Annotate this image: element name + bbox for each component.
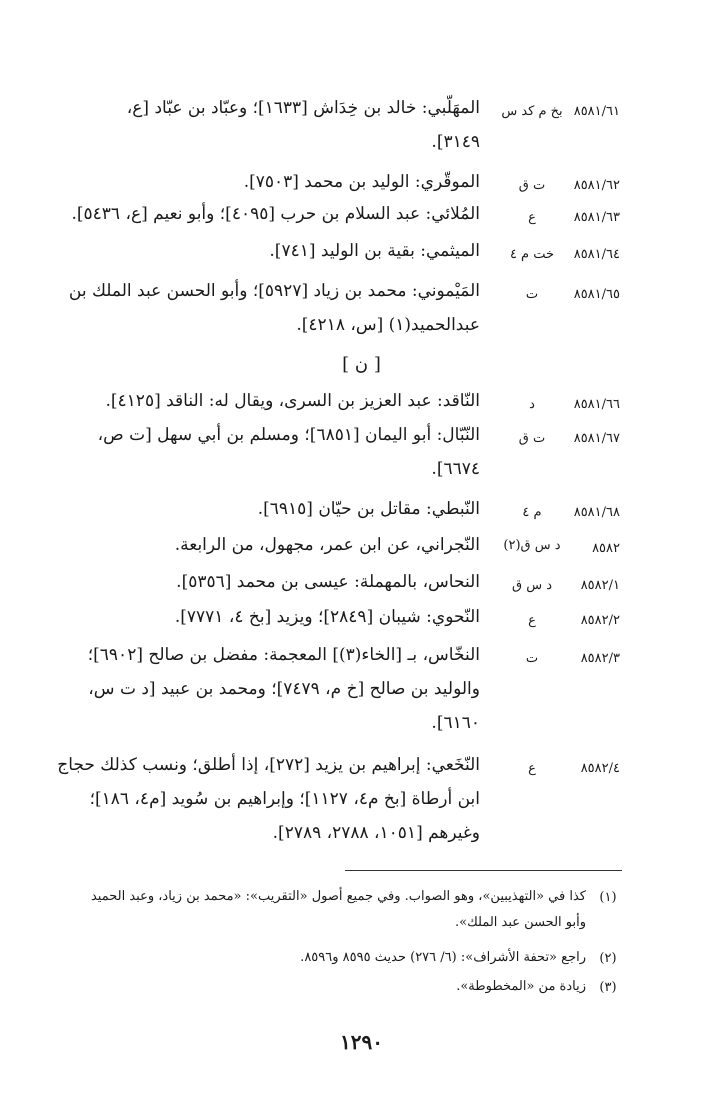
entry-line: ٦٦٧٤].	[431, 459, 480, 479]
entry-text	[100, 565, 480, 599]
entry-number: ٨٥٨٢/١	[580, 578, 620, 593]
entry-number: ٨٥٨٢	[592, 541, 620, 556]
entry-code: ت	[525, 651, 539, 666]
entry-text	[100, 234, 480, 268]
entry-line: ٦١٦٠].	[431, 713, 480, 733]
entry-text	[97, 418, 480, 486]
entry-code: ت	[525, 287, 539, 302]
entry-line: وغيرهم [١٠٥١، ٢٧٨٨، ٢٧٨٩].	[272, 823, 480, 843]
entry-number: ٨٥٨١/٦٨	[573, 505, 620, 520]
entry-code: ع	[528, 761, 536, 776]
entry-code: ع	[528, 613, 536, 628]
footnote-text	[86, 945, 586, 971]
entry-line: النّجراني، عن ابن عمر، مجهول، من الرابعة.	[174, 535, 480, 555]
entry-line: النّخَعي: إبراهيم بن يزيد [٢٧٢]، إذا أطلق؛ ونسب كذلك حجاج	[57, 755, 480, 775]
entry-line: المَيْموني: محمد بن زياد [٥٩٢٧]؛ وأبو الحسن عبد الملك بن	[68, 281, 480, 301]
entry-text	[57, 748, 480, 850]
entry-text	[100, 600, 480, 634]
entry-code: د س ق(٢)	[503, 538, 561, 553]
entry-text	[100, 91, 480, 159]
entry-code: ت ق	[518, 431, 546, 446]
entry-code: د	[529, 397, 535, 412]
entry-text	[71, 197, 480, 231]
entry-code: ت ق	[518, 178, 546, 193]
footnote-number: (٣)	[599, 980, 617, 995]
entry-line: ابن أرطاة [بخ م٤، ١١٢٧]؛ وإبراهيم بن سُويد [م٤، ١٨٦]؛	[89, 789, 480, 809]
entry-code: بخ م كد س	[501, 104, 563, 119]
footnote-text	[86, 974, 586, 1000]
entry-number: ٨٥٨٢/٢	[580, 613, 620, 628]
entry-line: النّبّال: أبو اليمان [٦٨٥١]؛ ومسلم بن أبي سهل [ت ص،	[97, 425, 480, 445]
entry-code: ع	[528, 210, 536, 225]
entry-text	[100, 384, 480, 418]
entry-number: ٨٥٨١/٦٦	[573, 397, 620, 412]
entry-code: د س ق	[511, 578, 552, 593]
entry-code: خت م ٤	[509, 247, 555, 262]
entry-line: والوليد بن صالح [خ م، ٧٤٧٩]؛ ومحمد بن عبيد [د ت س،	[88, 679, 480, 699]
entry-line: النخّاس، بـ [الخاء(٣)] المعجمة: مفضل بن صالح [٦٩٠٢]؛	[87, 645, 480, 665]
entry-text	[100, 528, 480, 562]
entry-number: ٨٥٨٢/٣	[580, 651, 620, 666]
entry-number: ٨٥٨٢/٤	[580, 761, 620, 776]
entry-line: المُلائي: عبد السلام بن حرب [٤٠٩٥]؛ وأبو نعيم [ع، ٥٤٣٦].	[71, 204, 480, 224]
entry-number: ٨٥٨١/٦٤	[573, 247, 620, 262]
footnote-text	[86, 884, 586, 936]
entry-text	[100, 165, 480, 199]
entry-text	[87, 638, 480, 740]
entry-line: الميثمي: بقية بن الوليد [٧٤١].	[269, 241, 480, 261]
entry-number: ٨٥٨١/٦٧	[573, 431, 620, 446]
entry-line: عبدالحميد(١) [س، ٤٢١٨].	[296, 315, 480, 335]
entry-code: م ٤	[522, 505, 542, 520]
footnote-line: وأبو الحسن عبد الملك».	[454, 915, 586, 930]
entry-text	[68, 274, 480, 342]
entry-line: النّبطي: مقاتل بن حيّان [٦٩١٥].	[257, 499, 480, 519]
footnote-line: زيادة من «المخطوطة».	[456, 979, 586, 994]
entry-number: ٨٥٨١/٦٣	[573, 210, 620, 225]
entry-line: ٣١٤٩].	[431, 132, 480, 152]
entry-line: النّحوي: شيبان [٢٨٤٩]؛ ويزيد [بخ ٤، ٧٧٧١].	[174, 607, 480, 627]
footnote-number: (٢)	[599, 951, 617, 966]
footnote-line: راجع «تحفة الأشراف»: (٦/ ٢٧٦) حديث ٨٥٩٥ و٨٥٩٦.	[300, 950, 586, 965]
footnote-line: كذا في «التهذيبين»، وهو الصواب. وفي جميع أصول «التقريب»: «محمد بن زياد، وعبد الحميد	[90, 889, 586, 904]
entry-line: النّاقد: عبد العزيز بن السرى، ويقال له: الناقد [٤١٢٥].	[105, 391, 480, 411]
page-number: ١٢٩٠	[340, 1030, 383, 1054]
entry-number: ٨٥٨١/٦٢	[573, 178, 620, 193]
entry-text	[100, 492, 480, 526]
entry-line: الموقّري: الوليد بن محمد [٧٥٠٣].	[243, 172, 480, 192]
footnote-number: (١)	[599, 890, 617, 905]
entry-line: المهَلّبي: خالد بن خِدَاش [١٦٣٣]؛ وعبّاد بن عبّاد [ع،	[126, 98, 480, 118]
entry-number: ٨٥٨١/٦٥	[573, 287, 620, 302]
footnote-divider	[345, 870, 622, 871]
entry-line: النحاس، بالمهملة: عيسى بن محمد [٥٣٥٦].	[176, 572, 480, 592]
entry-number: ٨٥٨١/٦١	[573, 104, 620, 119]
section-letter: [ ن ]	[342, 354, 381, 375]
